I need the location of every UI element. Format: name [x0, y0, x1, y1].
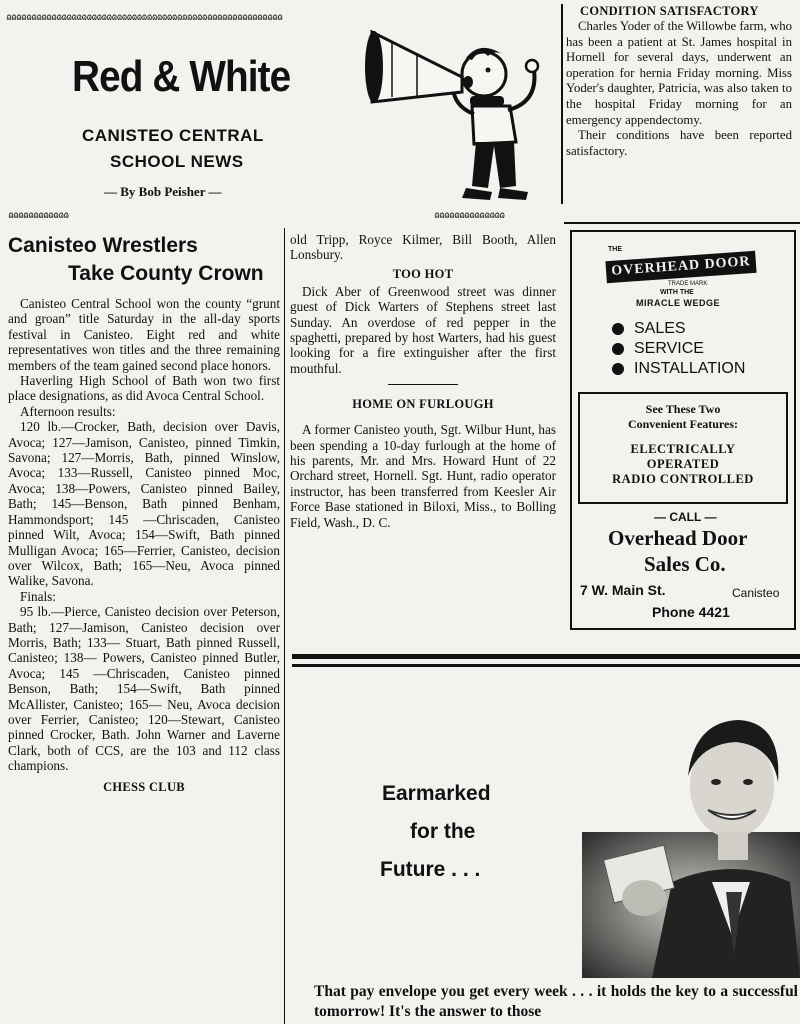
- service-item-service: SERVICE: [612, 340, 745, 358]
- masthead-byline: — By Bob Peisher —: [104, 184, 222, 199]
- chess-club-heading: CHESS CLUB: [103, 779, 185, 794]
- condition-body: Charles Yoder of the Willowbe farm, who has been a patient at St. James hospital in Hornell for several days, underwent an operation for hernia Friday morning. Miss Yoder's daughter, Patricia, was also taken to the hospital Friday morning for an emergency appendectomy.: [566, 19, 792, 127]
- bullet-icon: [612, 323, 624, 335]
- furlough-body: A former Canisteo youth, Sgt. Wilbur Hunt, has been spending a 10-day furlough at the home of his parents, Mr. and Mrs. Howard Hunt of 22 Orchard street, Hornell. Sgt. Hunt, radio operator instructor, has been transferred from Keesler Air Force Base stationed in Biloxi, Miss., to Bolling Field, Wash., D. C.: [290, 422, 556, 530]
- condition-heading: CONDITION SATISFACTORY: [580, 4, 759, 18]
- wrestlers-article: [8, 296, 280, 795]
- ad-call: — CALL —: [654, 510, 717, 524]
- column-rule-right: [561, 4, 563, 204]
- right-section-rule: [564, 222, 800, 224]
- features-head-1: See These Two: [645, 402, 721, 416]
- wrestlers-p5: Finals:: [20, 588, 56, 604]
- top-ornament: ɷɷɷɷɷɷɷɷɷɷɷɷɷɷɷɷɷɷɷɷɷɷɷɷɷɷɷɷɷɷɷɷɷɷɷɷɷɷɷɷɷɷɷɷɷɷɷɷɷɷɷɷɷɷɷ: [6, 12, 283, 23]
- ad-trademark: TRADE MARK: [668, 281, 708, 287]
- masthead-line1: CANISTEO CENTRAL: [82, 126, 264, 145]
- smiling-man-photo: [582, 686, 800, 978]
- middle-column: [290, 232, 556, 530]
- carryover-text: old Tripp, Royce Kilmer, Bill Booth, Allen Lonsbury.: [290, 232, 556, 263]
- service-item-installation: INSTALLATION: [612, 360, 745, 378]
- bank-ad-rule-2: [292, 664, 800, 667]
- services-list: [612, 318, 745, 380]
- earmarked-line-3: Future . . .: [380, 858, 481, 881]
- megaphone-boy-illustration: [362, 22, 558, 208]
- column-rule-left: [284, 228, 285, 1024]
- masthead-line2: SCHOOL NEWS: [110, 152, 244, 171]
- company-name-1: Overhead Door: [608, 526, 748, 550]
- bullet-icon: [612, 343, 624, 355]
- wrestlers-p1: Canisteo Central School won the county “grunt and groan” title Saturday in the all-day sports festival in Canisteo. Eight red and white representatives won titles and the three remaining members of the team gained second place honors.: [8, 296, 280, 373]
- condition-article: [566, 4, 792, 159]
- overhead-door-ad: [570, 230, 796, 630]
- wrestlers-p3: Afternoon results:: [20, 403, 116, 419]
- bank-ad: [292, 670, 800, 1024]
- ad-town: Canisteo: [732, 586, 780, 600]
- overhead-door-banner: [605, 251, 756, 283]
- bank-ad-rule-1: [292, 654, 800, 659]
- condition-body-2: Their conditions have been reported satisfactory.: [566, 128, 792, 158]
- wrestlers-headline-2: Take County Crown: [68, 262, 264, 285]
- wrestlers-p4: 120 lb.—Crocker, Bath, decision over Davis, Avoca; 127—Jamison, Canisteo, pinned Timkin, Savona; 127—Morris, Bath, pinned Winslow, Avoca; 133—Russell, Canisteo pinned Moc, Avoca; 138—Powers, Canisteo pinned Bailey, Bath; 145—Benson, Bath pinned Benham, Hammondsport; 145 —Chriscaden, Canisteo pinned Wilt, Avoca; 154—Swift, Bath pinned Mulligan Avoca; 165—Ferrier, Canisteo, decision over Wilcox, Bath; 165—Neu, Avoca pinned Walike, Savona.: [8, 419, 280, 589]
- ad-miracle-wedge: MIRACLE WEDGE: [636, 298, 720, 308]
- feature-2: OPERATED: [646, 457, 720, 471]
- banner-text: OVERHEAD DOOR: [610, 254, 752, 279]
- wrestlers-headline-1: Canisteo Wrestlers: [8, 234, 198, 257]
- wrestlers-p6: 95 lb.—Pierce, Canisteo decision over Peterson, Bath; 127—Jamison, Canisteo decision over Morris, Bath; 133— Stuart, Bath pinned Russell, Canisteo; 138— Powers, Canisteo pinned Butler, Avoca; 145 —Chriscaden, Canisteo pinned Benson, Bath; 154—Swift, Bath pinned McAllister, Canisteo; 165— Neu, Avoca decision over Ferrier, Canisteo; 120—Stewart, Canisteo pinned Crocker, Bath. John Warner and Laverne Clark, both of CCS, are the 103 and 112 class champions.: [8, 604, 280, 774]
- feature-3: RADIO CONTROLLED: [612, 472, 754, 486]
- ad-with-the: WITH THE: [660, 289, 694, 296]
- feature-1: ELECTRICALLY: [630, 442, 736, 456]
- too-hot-heading: TOO HOT: [392, 266, 454, 281]
- service-item-sales: SALES: [612, 320, 745, 338]
- ad-phone: Phone 4421: [652, 604, 730, 620]
- bank-ad-bottom-text: That pay envelope you get every week . . . it holds the key to a successful tomorrow! It's the answer to those: [314, 983, 798, 1020]
- furlough-heading: HOME ON FURLOUGH: [352, 397, 494, 412]
- ad-small-the: THE: [608, 246, 622, 253]
- features-head-2: Convenient Features:: [627, 417, 739, 431]
- earmarked-line-1: Earmarked: [382, 782, 491, 805]
- ad-address: 7 W. Main St.: [580, 582, 666, 598]
- wrestlers-p2: Haverling High School of Bath won two first place designations, as did Avoca Central School.: [8, 373, 280, 404]
- bullet-icon: [612, 363, 624, 375]
- too-hot-body: Dick Aber of Greenwood street was dinner guest of Dick Warters of Stephens street last Sunday. An overdose of red pepper in the spaghetti, prepared by host Warters, had his guest looking for a fire extinguisher after the first mouthful.: [290, 283, 556, 376]
- earmarked-line-2: for the: [410, 820, 476, 843]
- company-name-2: Sales Co.: [644, 552, 726, 576]
- features-box: [578, 392, 788, 504]
- right-ornament: ɷɷɷɷɷɷɷɷɷɷɷɷɷɷ: [434, 210, 505, 221]
- left-ornament: ɷɷɷɷɷɷɷɷɷɷɷɷ: [8, 210, 69, 221]
- section-divider: [388, 384, 458, 385]
- masthead-title: Red & White: [72, 52, 291, 101]
